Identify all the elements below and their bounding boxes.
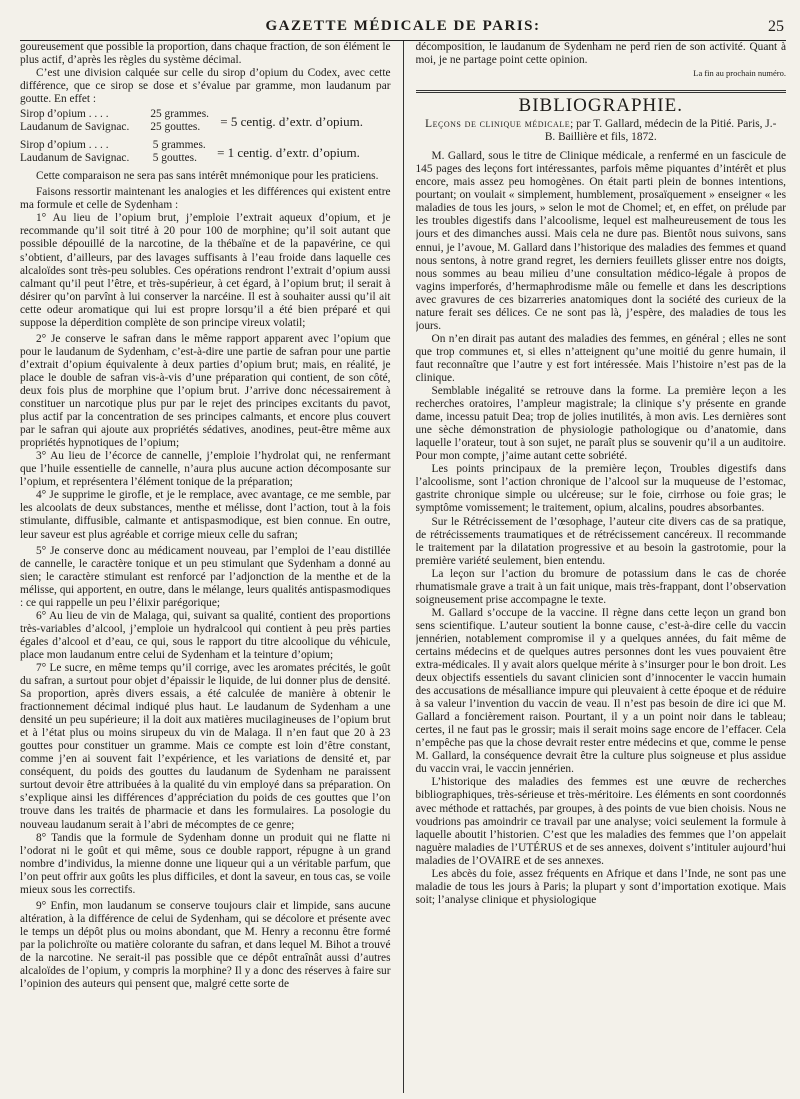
paragraph: goureusement que possible la proportion, dans chaque fraction, de son élément le plus actif, d’après les règles du système décimal. xyxy=(20,41,391,67)
paragraph: 1° Au lieu de l’opium brut, j’emploie l’extrait aqueux d’opium, et je recommande qu’il soit titré à 20 pour 100 de morphine; qu’il soit autant que possible dépouillé de la narcotine, de la thébaïne et de la papavérine, ce qui s’obtient, d’ailleurs, par des lavages suffisants à l’eau froide dans laquelle ces alcaloïdes sont très-peu solubles. Ces opérations rendront l’extrait d’opium aussi calmant qu’il peut l’être, et très-supérieur, à cet égard, à l’opium brut; il serait à désirer qu’on parvînt à lui conserver la narcéine. Il est à souhaiter aussi qu’il ait cette odeur aromatique qui lui est propre lorsqu’il a été bien préparé et qui suppose la déperdition complète de son principe vireux volatil; xyxy=(20,212,391,329)
table-cell: 25 grammes. xyxy=(150,108,209,121)
table-result: = 5 centig. d’extr. d’opium. xyxy=(220,113,363,129)
table-cell: Laudanum de Savignac. xyxy=(20,121,130,134)
paragraph: M. Gallard, sous le titre de Clinique médicale, a renfermé en un fascicule de 145 pages des leçons fort intéressantes, parfois même piquantes d’intérêt et plus encore, mais assez peu homogènes. On était parti plein de bonnes intentions, pourtant; on voulait « simplement, humblement, prosaïquement » enseigner « les maladies de tous les jours, » selon le mot de Chomel; et, en effet, on prélude par les troubles digestifs dans l’alcoolisme, lequel est malheureusement de tous les jours et des dimanches aussi. Mais cela ne dure pas. Bientôt nous suivons, sans ennui, je l’avoue, M. Gallard dans l’historique des maladies des femmes et quand nous sentons, à notre grand regret, les derniers feuillets glisser entre nos doigts, nous sommes au beau milieu d’une consultation médico-légale à propos de vagins imperforés, d’hermaphrodisme mâle ou femelle et dans les descriptions avec gravures de ces bizarreries anatomiques dont la société des curieux de la nature ferait ses délices. Ce ne sont pas là, j’espère, des maladies de tous les jours. xyxy=(415,150,786,332)
table-cell: Laudanum de Savignac. xyxy=(20,152,130,165)
paragraph: M. Gallard s’occupe de la vaccine. Il règne dans cette leçon un grand bon sens scientifique. L’auteur soutient la bonne cause, c’est-à-dire celle du vaccin jennérien, notablement compromise il y a quelques années, du fait même de certains médecins et de quelques autres personnes dont les vues pouvaient être extra-médicales. Il y avait alors quelque mérite à s’insurger pour le bon droit. Les deux objectifs essentiels du savant clinicien sont d’innocenter le vaccin humain des accusations de mésalliance impure qui pleuvaient à cette époque et de réduire à sa valeur l’invention du vaccin de veau. Il n’est pas besoin de dire ici que M. Gallard a foncièrement raison. Pourtant, il y a un point noir dans le tableau; certes, il ne faut pas le grossir; mais il serait moins sage encore de l’effacer. Cela n’empêche pas que la chose devrait rester entre médecins et que, comme le pense M. Gallard, la conséquence devrait être la culture plus soigneuse et plus assidue du vaccin vrai, le vaccin jennérien. xyxy=(415,606,786,776)
paragraph: 9° Enfin, mon laudanum se conserve toujours clair et limpide, sans aucune altération, à la différence de celui de Sydenham, qui se décolore et présente avec le temps un dépôt plus ou moins abondant, que M. Henry a reconnu être formé par la polichroïte ou matière colorante du safran, et dans lequel M. Bihot a trouvé de la narcotine. Ne serait-il pas possible que ce dépôt entraînât aussi d’autres alcaloïdes de l’opium, y compris la morphine? Il y a donc des réserves à faire sur l’opinion des auteurs qui pensent que, malgré cette sorte de xyxy=(20,899,391,991)
paragraph: Faisons ressortir maintenant les analogies et les différences qui existent entre ma formule et celle de Sydenham : xyxy=(20,186,391,212)
table-cell: Sirop d’opium . . . . xyxy=(20,108,109,121)
continuation-note: La fin au prochain numéro. xyxy=(693,68,786,79)
section-title: BIBLIOGRAPHIE. xyxy=(518,95,683,117)
section-rule xyxy=(416,90,787,93)
text-columns xyxy=(20,41,786,1093)
paragraph: 4° Je supprime le girofle, et je le remplace, avec avantage, ce me semble, par les alcoolats de deux substances, menthe et mélisse, dont l’action, tout à la fois stimulante, diffusible, calmante et antispasmodique, est bien connue. En outre, leur saveur est plus agréable et corrige mieux celle du safran; xyxy=(20,489,391,541)
right-column xyxy=(416,41,787,1093)
table-result: = 1 centig. d’extr. d’opium. xyxy=(217,144,360,160)
paragraph: C’est une division calquée sur celle du sirop d’opium du Codex, avec cette différence, que ce sirop se dose et s’évalue par gramme, mon laudanum par goutte. En effet : xyxy=(20,67,391,106)
book-title: Leçons de clinique médicale xyxy=(425,118,571,131)
paragraph: L’historique des maladies des femmes est une œuvre de recherches bibliographiques, très-sérieuse et très-méritoire. Les éléments en sont coordonnés avec méthode et rattachés, par groupes, à des points de vue bien choisis. Nous ne voudrions pas amoindrir ce travail par une analyse; voici seulement la formule à laquelle aboutit l’historien. C’est que les maladies des femmes que l’on appelait naguère maladies de l’UTÉRUS et de ses annexes, doivent s’intituler aujourd’hui maladies de l’OVAIRE et de ses annexes. xyxy=(415,776,786,867)
paragraph: 8° Tandis que la formule de Sydenham donne un produit qui ne flatte ni l’odorat ni le goût et qui même, sous ce double rapport, répugne à un grand nombre d’individus, la mienne donne une liqueur qui a un véritable parfum, que l’on peut offrir aux goûts les plus difficiles, et dont la saveur, en tous cas, se voile mieux sous les correctifs. xyxy=(20,831,391,896)
table-cell: Sirop d’opium . . . . xyxy=(20,139,109,152)
paragraph: 5° Je conserve donc au médicament nouveau, par l’emploi de l’eau distillée de cannelle, le caractère tonique et un peu stimulant que Sydenham a donné au sien; le caractère stimulant est renforcé par l’adjonction de la menthe et de la mélisse, qui apportent, en outre, dans le mélange, leurs qualités antispasmodiques : ce qui rappelle un peu l’élixir parégorique; xyxy=(20,544,391,609)
paragraph: Les abcès du foie, assez fréquents en Afrique et dans l’Inde, ne sont pas une maladie de tous les jours à Paris; la plupart y sont d’importation exotique. Mais soit; l’analyse clinique et physiologique xyxy=(415,867,786,906)
dosage-table-1 xyxy=(20,108,391,134)
column-divider xyxy=(403,41,404,1093)
table-cell: 5 grammes. xyxy=(152,139,206,152)
table-cell: 25 gouttes. xyxy=(150,121,201,134)
book-details: ; par T. Gallard, médecin de la Pitié. Paris, J.-B. Baillière et fils, 1872. xyxy=(544,118,777,144)
paragraph: 3° Au lieu de l’écorce de cannelle, j’emploie l’hydrolat qui, ne renfermant que l’huile essentielle de cannelle, n’aura plus aucune action décomposante sur l’opium, et représentera l’élément tonique de la préparation; xyxy=(20,450,391,489)
paragraph: Sur le Rétrécissement de l’œsophage, l’auteur cite divers cas de sa pratique, de rétrécissements traumatiques et de rétrécissement cancéreux. Il recommande le traitement par la dilatation progressive et au besoin la gastrotomie, pour la première variété seulement, bien entendu. xyxy=(415,515,786,567)
journal-title: GAZETTE MÉDICALE DE PARIS: xyxy=(265,18,541,34)
paragraph: Les points principaux de la première leçon, Troubles digestifs dans l’alcoolisme, sont l’action chronique de l’alcool sur la muqueuse de l’estomac, gastrite chronique simple ou ulcéreuse; sur le foie, cirrhose ou foie gras; le symptôme vomissement; le traitement, opium, alcalins, poudres absorbantes. xyxy=(415,463,786,515)
page-number: 25 xyxy=(768,18,784,35)
paragraph: 7° Le sucre, en même temps qu’il corrige, avec les aromates précités, le goût du safran, a surtout pour objet d’épaissir le liquide, de lui donner plus de densité. Sa proportion, après divers essais, a été calculée de manière à obtenir le fractionnement décimal indiqué plus haut. Le laudanum de Sydenham a une densité un peu supérieure; il la doit aux matières mucilagineuses de l’opium brut et à l’état plus ou moins sirupeux du vin de Malaga. Il n’en faut que 20 à 23 gouttes pour constituer un gramme. Mais ce compte est loin d’être constant, comme j’en ai souvent fait l’expérience, et les variations de densité et, par conséquent, du poids des gouttes du laudanum de Sydenham ne paraissent surtout devoir être attribuées à la qualité du vin employé dans sa préparation. On s’explique ainsi les différences d’appréciation du poids de ces gouttes que l’on trouve dans les traités de pharmacie et dans les formulaires. La posologie du nouveau laudanum serait à l’abri de mécomptes de ce genre; xyxy=(20,661,391,831)
dosage-table-2 xyxy=(20,139,391,165)
paragraph: La leçon sur l’action du bromure de potassium dans le cas de chorée rhumatismale grave a trait à un fait unique, mais très-frappant, dont l’observation soigneusement prise accompagne le texte. xyxy=(415,567,786,606)
page-header xyxy=(20,10,786,41)
left-column xyxy=(20,41,391,1093)
book-citation xyxy=(416,118,787,144)
paragraph: On n’en dirait pas autant des maladies des femmes, en général ; elles ne sont que trop communes et, si elles n’atteignent qu’une moitié du genre humain, il faut reconnaître que l’autre y est fort intéressée. Mais l’histoire n’est pas de la clinique. xyxy=(415,332,786,384)
paragraph: 2° Je conserve le safran dans le même rapport apparent avec l’opium que pour le laudanum de Sydenham, c’est-à-dire une partie de safran pour une partie d’extrait d’opium équivalente à deux parties d’opium brut; mais, en réalité, je place le double de safran vis-à-vis d’une préparation qui contient, de son côté, deux fois plus de morphine que l’opium brut. J’arrive donc nécessairement à constituer un narcotique plus pur par le rejet des principes excitants du pavot, plus actif par la concentration de ses principes calmants, et encore plus couvert par le safran qui ajoute aux propriétés sédatives, anodines, peut-être même aux propriétés hypnotiques de l’opium; xyxy=(20,332,391,450)
paragraph: Semblable inégalité se retrouve dans la forme. La première leçon a les recherches oratoires, l’ampleur magistrale; la clinique s’y présente en grande dame, incessu patuit Dea; trop de jolies inutilités, à mon avis. Les dernières sont une sèche démonstration de physiologie pathologique ou d’anatomie, dans laquelle l’orateur, tout à son sujet, ne paraît plus se souvenir qu’il a un auditoire. Pour mon compte, j’aime autant cette sobriété. xyxy=(415,385,786,463)
paragraph: 6° Au lieu de vin de Malaga, qui, suivant sa qualité, contient des proportions très-variables d’alcool, j’emploie un hydralcool qui contient à peu près parties égales d’alcool et d’eau, ce qui, sous le rapport du titre alcoolique du véhicule, place mon laudanum entre celui de Sydenham et la teinture d’opium; xyxy=(20,609,391,661)
paragraph: Cette comparaison ne sera pas sans intérêt mnémonique pour les praticiens. xyxy=(36,170,379,183)
paragraph: décomposition, le laudanum de Sydenham ne perd rien de son activité. Quant à moi, je ne partage point cette opinion. xyxy=(415,41,786,67)
table-cell: 5 gouttes. xyxy=(152,152,197,165)
